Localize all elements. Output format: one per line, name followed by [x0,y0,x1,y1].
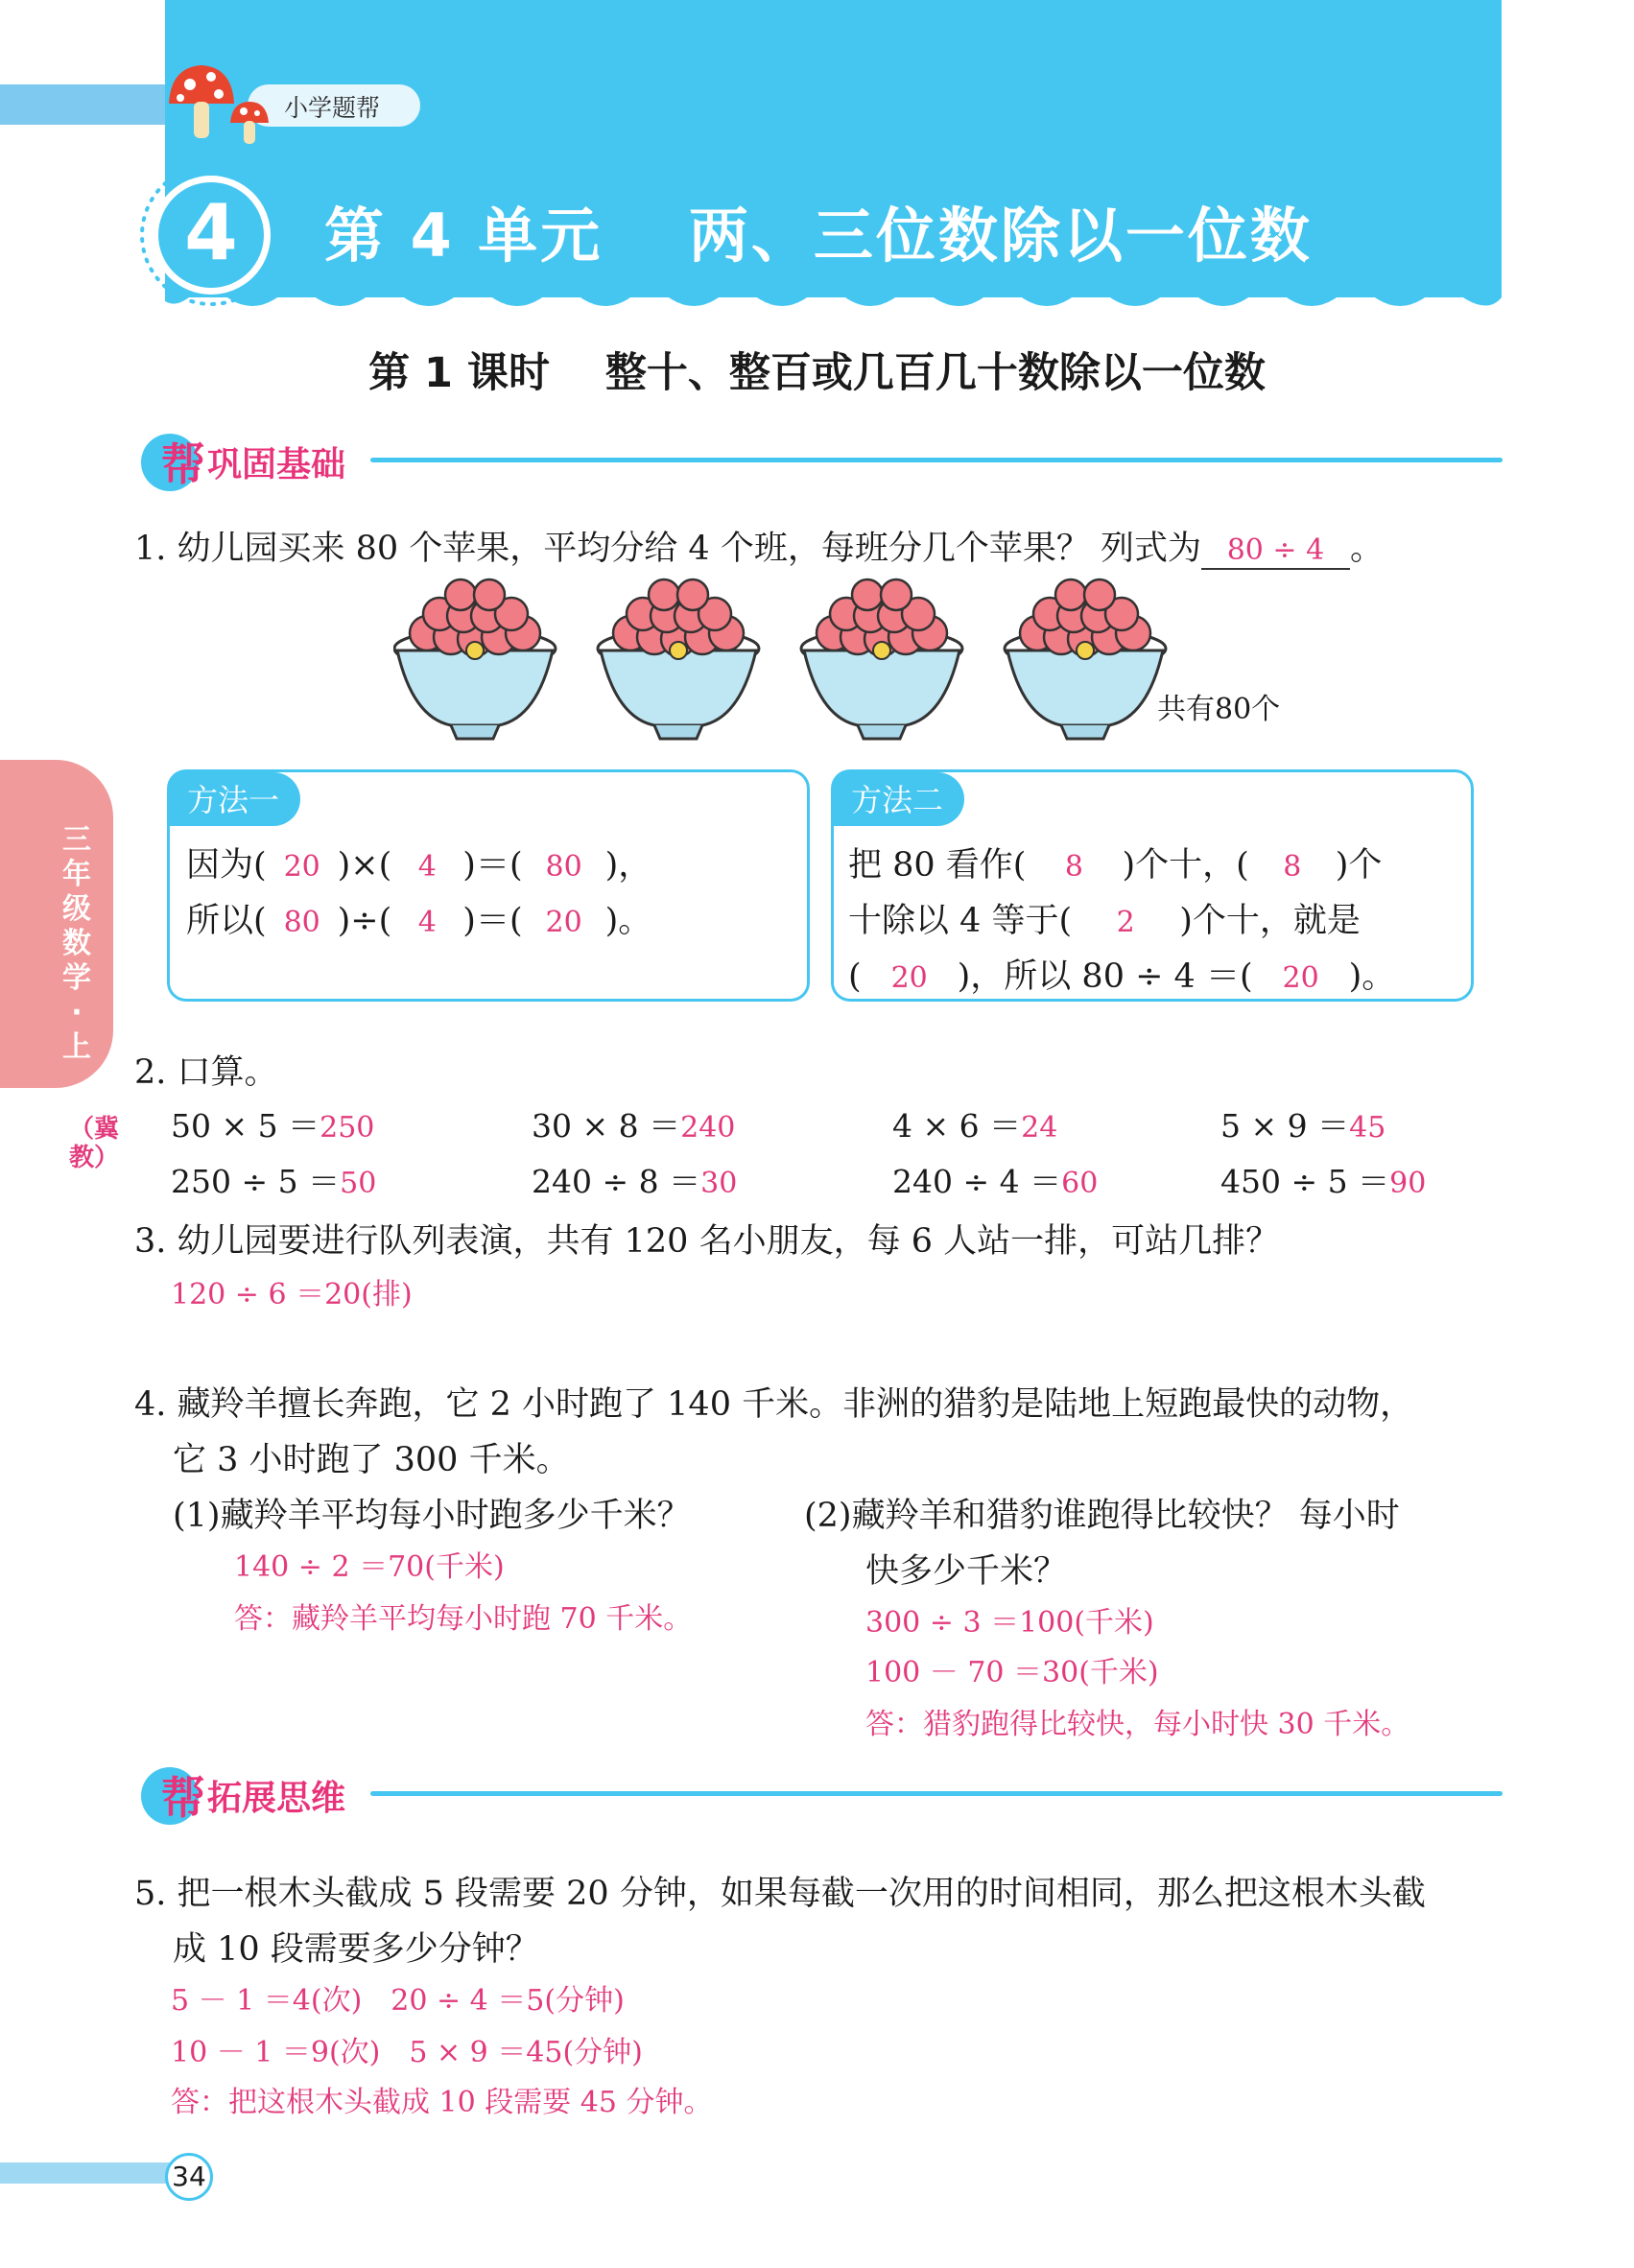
oral-calc-item [532,1157,737,1202]
oral-calc-answer: 250 [320,1111,375,1145]
oral-calc-answer: 90 [1389,1167,1427,1200]
oral-calc-expression: 250 ÷ 5 ＝ [171,1163,341,1200]
apples-total-label: 共有80个 [1157,693,1281,726]
q4-sub1-answer: 答：藏羚羊平均每小时跑 70 千米。 [234,1602,693,1636]
page-number: 34 [165,2153,213,2201]
banner-wave-edge [165,278,1502,317]
edition-side-label: （冀教） [69,1115,120,1172]
q3-answer: 120 ÷ 6 ＝20(排) [171,1278,413,1311]
q5-answer: 答：把这根木头截成 10 段需要 45 分钟。 [171,2086,713,2119]
oral-calc-expression: 5 × 9 ＝ [1220,1107,1350,1145]
apple-bowls-illustration [393,574,1180,743]
q4-sub2-calc-1: 300 ÷ 3 ＝100(千米) [865,1606,1154,1640]
section-badge-char: 帮 [161,1772,205,1824]
q4-line-2: 它 3 小时跑了 300 千米。 [173,1441,570,1479]
oral-calc-item [171,1101,374,1146]
oral-calc-item [892,1101,1057,1146]
m1-text: )， [604,846,652,885]
oral-calc-answer: 60 [1061,1167,1099,1200]
q4-sub1-calc: 140 ÷ 2 ＝70(千米) [234,1550,505,1584]
q1-text: 1. 幼儿园买来 80 个苹果，平均分给 4 个班，每班分几个苹果？ 列式为 [134,530,1201,568]
oral-calc-expression: 240 ÷ 4 ＝ [892,1163,1062,1200]
m2-text: ( [848,957,862,996]
method-two-line-1 [848,839,1382,886]
m1-text: )。 [604,902,652,940]
unit-number: 4 [184,188,238,277]
q5-line-1: 5. 把一根木头截成 5 段需要 20 分钟，如果每截一次用的时间相同，那么把这根木头截 [134,1875,1426,1913]
oral-calc-answer: 45 [1349,1111,1386,1145]
m1-text: )×( [337,846,392,885]
q4-sub2-calc-2: 100 － 70 ＝30(千米) [865,1656,1159,1689]
footer-band [0,2162,173,2184]
oral-calc-expression: 240 ÷ 8 ＝ [532,1163,701,1200]
section-divider [370,1791,1503,1796]
oral-calc-expression: 450 ÷ 5 ＝ [1220,1163,1390,1200]
oral-calc-item [1220,1157,1426,1202]
oral-calc-item [892,1157,1098,1202]
q4-sub2-question-1: (2)藏羚羊和猎豹谁跑得比较快？ 每小时 [804,1497,1400,1535]
q1-answer-blank [1201,530,1350,570]
oral-calc-expression: 4 × 6 ＝ [892,1107,1022,1145]
oral-calc-item [532,1101,735,1146]
method-one-tab: 方法一 [170,772,300,826]
q4-sub2-question-2: 快多少千米？ [865,1552,1068,1591]
m1-answer: 20 [545,906,582,939]
q4-sub2-answer: 答：猎豹跑得比较快，每小时快 30 千米。 [865,1708,1410,1741]
m1-text: 所以( [186,902,267,940]
section-title-basics: 巩固基础 [207,445,346,484]
q5-calc-1: 5 － 1 ＝4(次) 20 ÷ 4 ＝5(分钟) [171,1984,625,2018]
q4-line-1: 4. 藏羚羊擅长奔跑，它 2 小时跑了 140 千米。非洲的猎豹是陆地上短跑最快的动物， [134,1385,1414,1424]
m2-text: 十除以 4 等于( [848,902,1073,940]
m1-answer: 80 [545,850,582,884]
method-one-line-2 [186,894,651,942]
m2-text: )。 [1348,957,1396,996]
grade-side-label: 三年级数学·上 [62,823,91,1064]
oral-calc-answer: 30 [700,1167,738,1200]
method-one-line-1 [186,839,651,886]
m1-text: 因为( [186,846,267,885]
section-divider [370,458,1503,462]
m1-text: )÷( [337,902,392,940]
m2-answer: 8 [1283,850,1302,884]
brand-name: 小学题帮 [284,94,381,122]
q5-line-2: 成 10 段需要多少分钟？ [173,1930,539,1969]
m1-answer: 4 [417,850,437,884]
oral-calc-answer: 50 [340,1167,377,1200]
oral-calc-answer: 240 [680,1111,736,1145]
section-title-expand: 拓展思维 [207,1779,346,1818]
method-two-line-3 [848,950,1395,998]
m2-answer: 2 [1116,906,1135,939]
m2-answer: 20 [1282,961,1319,995]
grade-side-tab [0,760,113,1088]
m1-text: )＝( [462,846,523,885]
m2-text: )，所以 80 ÷ 4 ＝( [957,957,1253,996]
q1-end: 。 [1349,530,1384,568]
m1-answer: 4 [417,906,437,939]
q2-title: 2. 口算。 [134,1053,278,1092]
q5-calc-2: 10 － 1 ＝9(次) 5 × 9 ＝45(分钟) [171,2036,643,2069]
m2-answer: 20 [890,961,928,995]
lesson-title: 第 1 课时 整十、整百或几百几十数除以一位数 [368,349,1266,397]
m1-answer: 80 [283,906,320,939]
m2-text: 把 80 看作( [848,846,1027,885]
m1-text: )＝( [462,902,523,940]
m1-answer: 20 [283,850,320,884]
oral-calc-expression: 30 × 8 ＝ [532,1107,681,1145]
mushroom-icon [161,59,276,148]
m2-text: )个十，就是 [1179,902,1361,940]
q4-sub1-question: (1)藏羚羊平均每小时跑多少千米？ [173,1497,691,1535]
m2-text: )个十，( [1122,846,1249,885]
m2-text: )个 [1335,846,1383,885]
oral-calc-item [171,1157,376,1202]
section-badge-char: 帮 [161,438,205,490]
q3-question: 3. 幼儿园要进行队列表演，共有 120 名小朋友，每 6 人站一排，可站几排？ [134,1222,1280,1261]
q1-question [134,522,1384,570]
oral-calc-item [1220,1101,1385,1146]
m2-answer: 8 [1064,850,1083,884]
oral-calc-answer: 24 [1021,1111,1058,1145]
oral-calc-expression: 50 × 5 ＝ [171,1107,320,1145]
unit-title: 第 4 单元 两、三位数除以一位数 [324,201,1313,271]
method-two-line-2 [848,894,1361,942]
method-two-tab: 方法二 [834,772,964,826]
q1-answer: 80 ÷ 4 [1226,533,1325,567]
